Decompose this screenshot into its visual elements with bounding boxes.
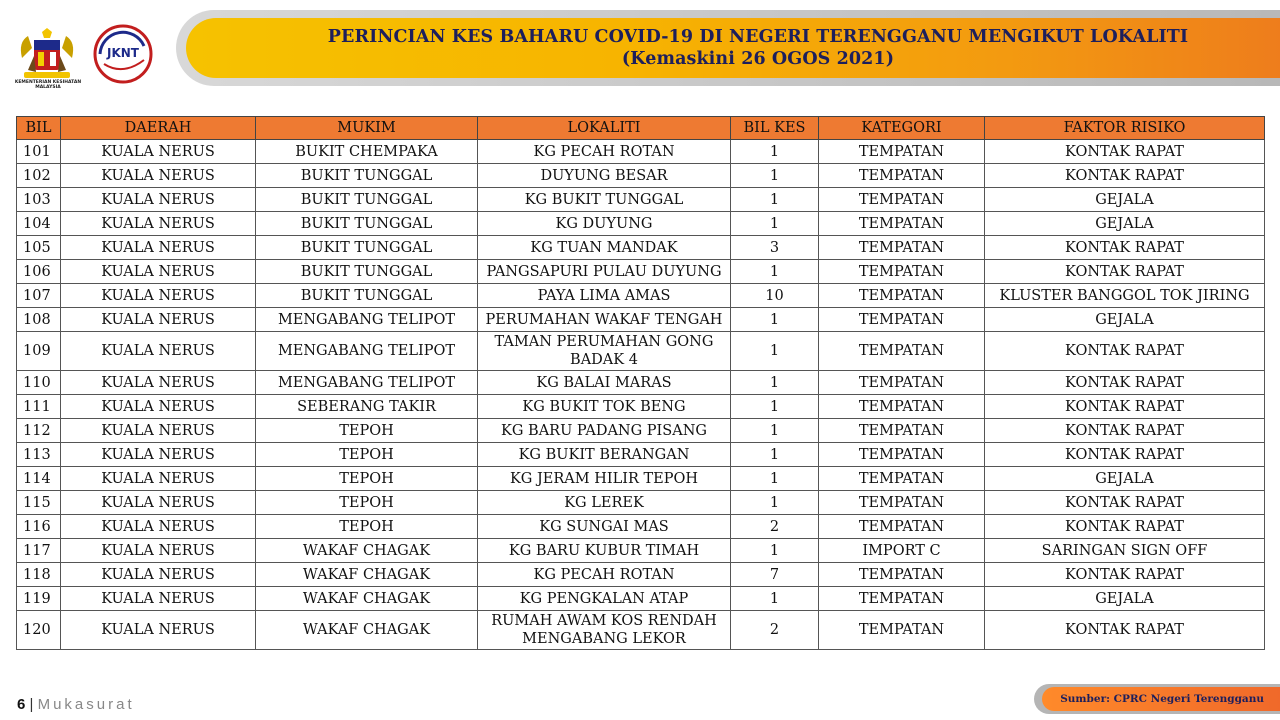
cell-kategori: TEMPATAN — [819, 188, 985, 212]
table-row — [17, 188, 1265, 212]
jknt-logo — [86, 24, 160, 84]
cell-bil-kes: 10 — [731, 284, 819, 308]
title-banner — [186, 18, 1280, 78]
cell-daerah: KUALA NERUS — [61, 419, 256, 443]
cell-bil-kes: 1 — [731, 371, 819, 395]
cell-mukim: MENGABANG TELIPOT — [256, 371, 478, 395]
cell-kategori: TEMPATAN — [819, 308, 985, 332]
cell-faktor-risiko: SARINGAN SIGN OFF — [985, 539, 1265, 563]
cell-mukim: WAKAF CHAGAK — [256, 611, 478, 650]
cell-mukim: TEPOH — [256, 491, 478, 515]
cell-mukim: BUKIT TUNGGAL — [256, 164, 478, 188]
cell-lokaliti: KG BALAI MARAS — [478, 371, 731, 395]
cell-bil-kes: 1 — [731, 164, 819, 188]
cell-bil-kes: 1 — [731, 140, 819, 164]
cell-kategori: TEMPATAN — [819, 284, 985, 308]
cell-faktor-risiko: KONTAK RAPAT — [985, 332, 1265, 371]
cell-lokaliti: KG PECAH ROTAN — [478, 563, 731, 587]
cell-bil-kes: 1 — [731, 539, 819, 563]
cell-lokaliti: KG BUKIT BERANGAN — [478, 443, 731, 467]
table-row — [17, 236, 1265, 260]
cell-faktor-risiko: KONTAK RAPAT — [985, 515, 1265, 539]
cell-bil: 118 — [17, 563, 61, 587]
cell-daerah: KUALA NERUS — [61, 467, 256, 491]
cell-lokaliti: KG PECAH ROTAN — [478, 140, 731, 164]
cell-daerah: KUALA NERUS — [61, 539, 256, 563]
cell-bil-kes: 1 — [731, 491, 819, 515]
cell-lokaliti: KG DUYUNG — [478, 212, 731, 236]
cell-mukim: TEPOH — [256, 419, 478, 443]
cell-mukim: BUKIT TUNGGAL — [256, 212, 478, 236]
cell-bil: 110 — [17, 371, 61, 395]
cell-bil-kes: 1 — [731, 395, 819, 419]
cell-mukim: SEBERANG TAKIR — [256, 395, 478, 419]
cell-lokaliti: KG TUAN MANDAK — [478, 236, 731, 260]
cell-daerah: KUALA NERUS — [61, 515, 256, 539]
table-row — [17, 563, 1265, 587]
cell-bil: 107 — [17, 284, 61, 308]
cell-bil: 113 — [17, 443, 61, 467]
cell-daerah: KUALA NERUS — [61, 236, 256, 260]
cell-bil-kes: 1 — [731, 308, 819, 332]
cell-faktor-risiko: GEJALA — [985, 467, 1265, 491]
cell-daerah: KUALA NERUS — [61, 164, 256, 188]
cell-faktor-risiko: KONTAK RAPAT — [985, 395, 1265, 419]
cell-faktor-risiko: KONTAK RAPAT — [985, 140, 1265, 164]
cell-bil-kes: 1 — [731, 587, 819, 611]
cell-kategori: TEMPATAN — [819, 236, 985, 260]
cell-faktor-risiko: KLUSTER BANGGOL TOK JIRING — [985, 284, 1265, 308]
cell-kategori: TEMPATAN — [819, 443, 985, 467]
cell-faktor-risiko: KONTAK RAPAT — [985, 419, 1265, 443]
table-row — [17, 212, 1265, 236]
cell-bil: 106 — [17, 260, 61, 284]
table-row — [17, 332, 1265, 371]
cell-kategori: TEMPATAN — [819, 491, 985, 515]
cell-bil-kes: 3 — [731, 236, 819, 260]
cell-mukim: MENGABANG TELIPOT — [256, 332, 478, 371]
table-row — [17, 539, 1265, 563]
cases-table — [16, 116, 1265, 650]
cell-bil: 111 — [17, 395, 61, 419]
source-text: Sumber: CPRC Negeri Terengganu — [1060, 693, 1264, 705]
cell-lokaliti: KG BUKIT TOK BENG — [478, 395, 731, 419]
cell-faktor-risiko: GEJALA — [985, 308, 1265, 332]
cell-bil: 112 — [17, 419, 61, 443]
table-row — [17, 260, 1265, 284]
cell-kategori: TEMPATAN — [819, 371, 985, 395]
table-row — [17, 164, 1265, 188]
cell-bil: 117 — [17, 539, 61, 563]
cell-daerah: KUALA NERUS — [61, 332, 256, 371]
cell-daerah: KUALA NERUS — [61, 260, 256, 284]
cell-faktor-risiko: KONTAK RAPAT — [985, 491, 1265, 515]
cell-bil: 108 — [17, 308, 61, 332]
table-row — [17, 395, 1265, 419]
cell-daerah: KUALA NERUS — [61, 587, 256, 611]
cell-faktor-risiko: KONTAK RAPAT — [985, 164, 1265, 188]
kkm-caption: KEMENTERIAN KESIHATAN MALAYSIA — [14, 80, 82, 90]
cell-bil: 120 — [17, 611, 61, 650]
cell-lokaliti: KG LEREK — [478, 491, 731, 515]
table-row — [17, 308, 1265, 332]
cell-mukim: MENGABANG TELIPOT — [256, 308, 478, 332]
table-row — [17, 140, 1265, 164]
cell-lokaliti: KG JERAM HILIR TEPOH — [478, 467, 731, 491]
table-row — [17, 371, 1265, 395]
cell-daerah: KUALA NERUS — [61, 443, 256, 467]
cell-daerah: KUALA NERUS — [61, 611, 256, 650]
cell-mukim: WAKAF CHAGAK — [256, 563, 478, 587]
cell-faktor-risiko: KONTAK RAPAT — [985, 236, 1265, 260]
cell-kategori: TEMPATAN — [819, 611, 985, 650]
cell-bil-kes: 1 — [731, 419, 819, 443]
cell-bil: 104 — [17, 212, 61, 236]
cell-daerah: KUALA NERUS — [61, 308, 256, 332]
cell-bil-kes: 7 — [731, 563, 819, 587]
column-header-bil: BIL — [17, 117, 61, 140]
cell-lokaliti: TAMAN PERUMAHAN GONG BADAK 4 — [478, 332, 731, 371]
page-title: PERINCIAN KES BAHARU COVID-19 DI NEGERI TERENGGANU MENGIKUT LOKALITI — [327, 27, 1189, 47]
cell-bil: 114 — [17, 467, 61, 491]
cell-kategori: TEMPATAN — [819, 260, 985, 284]
cell-mukim: TEPOH — [256, 515, 478, 539]
cell-mukim: TEPOH — [256, 443, 478, 467]
cell-mukim: BUKIT TUNGGAL — [256, 236, 478, 260]
cell-mukim: BUKIT TUNGGAL — [256, 188, 478, 212]
cell-bil-kes: 1 — [731, 467, 819, 491]
cell-daerah: KUALA NERUS — [61, 563, 256, 587]
cell-bil-kes: 1 — [731, 260, 819, 284]
cell-bil: 119 — [17, 587, 61, 611]
cell-bil-kes: 1 — [731, 443, 819, 467]
table-row — [17, 443, 1265, 467]
cell-kategori: TEMPATAN — [819, 563, 985, 587]
cell-bil: 103 — [17, 188, 61, 212]
column-header-kategori: KATEGORI — [819, 117, 985, 140]
logo-area — [12, 14, 172, 94]
column-header-faktor-risiko: FAKTOR RISIKO — [985, 117, 1265, 140]
cell-lokaliti: KG SUNGAI MAS — [478, 515, 731, 539]
cell-lokaliti: KG BARU KUBUR TIMAH — [478, 539, 731, 563]
page-separator: | — [29, 696, 34, 713]
cell-faktor-risiko: GEJALA — [985, 212, 1265, 236]
cell-lokaliti: PANGSAPURI PULAU DUYUNG — [478, 260, 731, 284]
page-word: Mukasurat — [37, 696, 135, 713]
cell-faktor-risiko: GEJALA — [985, 587, 1265, 611]
cell-faktor-risiko: KONTAK RAPAT — [985, 443, 1265, 467]
column-header-mukim: MUKIM — [256, 117, 478, 140]
column-header-lokaliti: LOKALITI — [478, 117, 731, 140]
cell-bil: 105 — [17, 236, 61, 260]
table-row — [17, 467, 1265, 491]
page-number: 6 — [17, 696, 26, 713]
cell-mukim: TEPOH — [256, 467, 478, 491]
cell-kategori: TEMPATAN — [819, 140, 985, 164]
cell-kategori: IMPORT C — [819, 539, 985, 563]
cell-mukim: BUKIT TUNGGAL — [256, 260, 478, 284]
cell-bil: 115 — [17, 491, 61, 515]
page-number-footer — [17, 696, 135, 713]
jknt-logo-text: JKNT — [107, 46, 139, 60]
cell-lokaliti: PAYA LIMA AMAS — [478, 284, 731, 308]
cell-lokaliti: KG PENGKALAN ATAP — [478, 587, 731, 611]
cell-daerah: KUALA NERUS — [61, 188, 256, 212]
cell-mukim: BUKIT TUNGGAL — [256, 284, 478, 308]
cell-faktor-risiko: KONTAK RAPAT — [985, 260, 1265, 284]
cell-lokaliti: RUMAH AWAM KOS RENDAH MENGABANG LEKOR — [478, 611, 731, 650]
table-header-row — [17, 117, 1265, 140]
cell-faktor-risiko: KONTAK RAPAT — [985, 611, 1265, 650]
cell-daerah: KUALA NERUS — [61, 395, 256, 419]
cell-kategori: TEMPATAN — [819, 467, 985, 491]
cell-kategori: TEMPATAN — [819, 212, 985, 236]
cell-daerah: KUALA NERUS — [61, 284, 256, 308]
table-row — [17, 515, 1265, 539]
cell-lokaliti: KG BUKIT TUNGGAL — [478, 188, 731, 212]
table-row — [17, 284, 1265, 308]
cell-bil-kes: 2 — [731, 515, 819, 539]
cell-bil-kes: 1 — [731, 332, 819, 371]
source-tab — [1042, 687, 1280, 711]
cell-kategori: TEMPATAN — [819, 515, 985, 539]
table-row — [17, 587, 1265, 611]
cell-lokaliti: PERUMAHAN WAKAF TENGAH — [478, 308, 731, 332]
cell-daerah: KUALA NERUS — [61, 371, 256, 395]
cell-kategori: TEMPATAN — [819, 332, 985, 371]
cell-kategori: TEMPATAN — [819, 395, 985, 419]
cell-daerah: KUALA NERUS — [61, 140, 256, 164]
cell-bil: 116 — [17, 515, 61, 539]
cell-bil: 101 — [17, 140, 61, 164]
cell-lokaliti: KG BARU PADANG PISANG — [478, 419, 731, 443]
table-row — [17, 419, 1265, 443]
cell-faktor-risiko: KONTAK RAPAT — [985, 563, 1265, 587]
page-subtitle: (Kemaskini 26 OGOS 2021) — [621, 49, 895, 69]
column-header-daerah: DAERAH — [61, 117, 256, 140]
cell-bil-kes: 1 — [731, 188, 819, 212]
cell-daerah: KUALA NERUS — [61, 212, 256, 236]
cell-mukim: WAKAF CHAGAK — [256, 587, 478, 611]
table-row — [17, 611, 1265, 650]
cell-mukim: WAKAF CHAGAK — [256, 539, 478, 563]
cell-bil: 109 — [17, 332, 61, 371]
cell-mukim: BUKIT CHEMPAKA — [256, 140, 478, 164]
cell-bil-kes: 2 — [731, 611, 819, 650]
column-header-bil-kes: BIL KES — [731, 117, 819, 140]
cell-kategori: TEMPATAN — [819, 587, 985, 611]
cell-kategori: TEMPATAN — [819, 164, 985, 188]
cell-kategori: TEMPATAN — [819, 419, 985, 443]
cell-faktor-risiko: KONTAK RAPAT — [985, 371, 1265, 395]
cell-bil: 102 — [17, 164, 61, 188]
table-row — [17, 491, 1265, 515]
cell-daerah: KUALA NERUS — [61, 491, 256, 515]
cell-faktor-risiko: GEJALA — [985, 188, 1265, 212]
cell-lokaliti: DUYUNG BESAR — [478, 164, 731, 188]
cell-bil-kes: 1 — [731, 212, 819, 236]
